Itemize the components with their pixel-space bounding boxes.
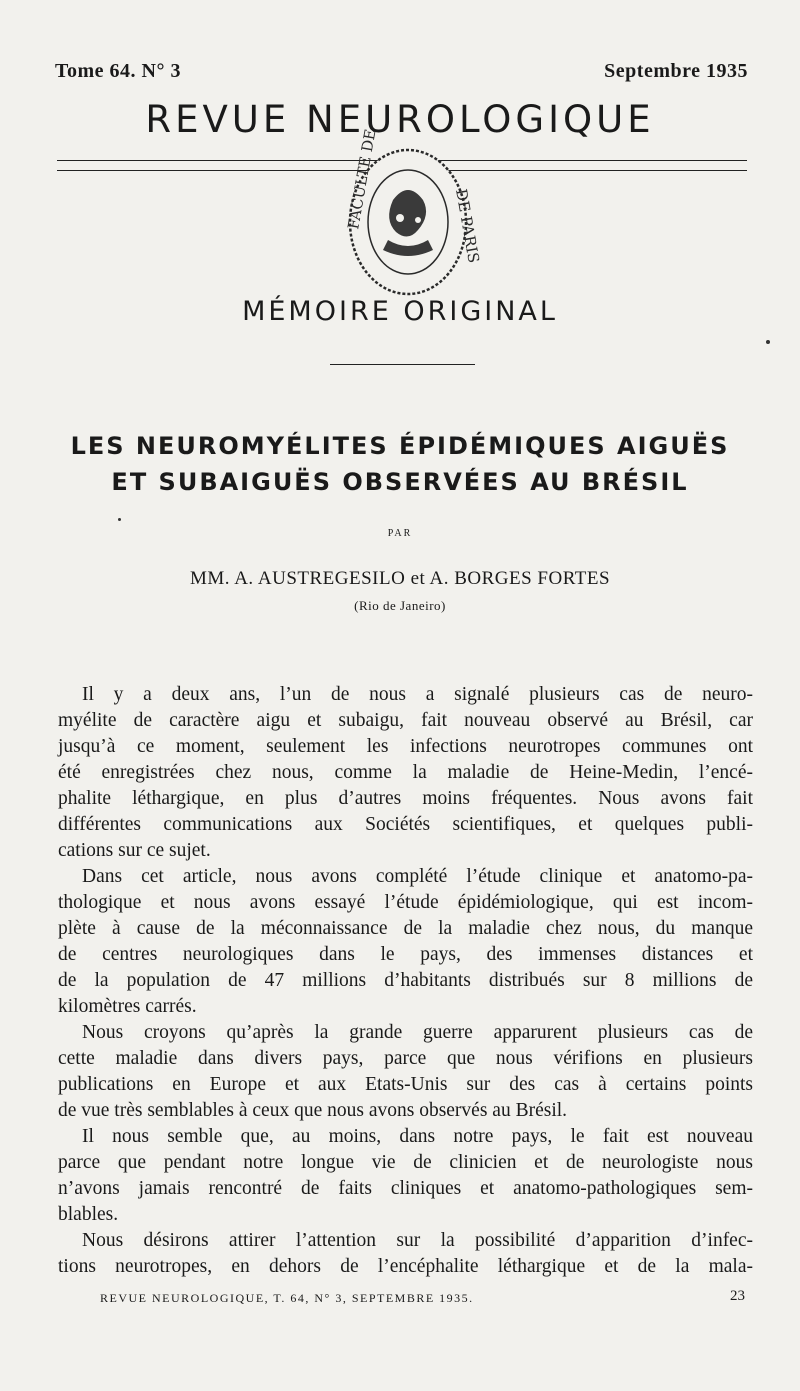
page-number: 23 xyxy=(730,1288,745,1304)
svg-text:FACULTE DE: FACULTE DE xyxy=(344,127,380,231)
section-rule xyxy=(330,364,475,365)
library-stamp-icon xyxy=(338,127,483,305)
body-line: de vue très semblables à ceux que nous avons observés au Brésil. xyxy=(58,1100,568,1121)
body-line: Nous désirons attirer l’attention sur la possibilité d’apparition d’infec- xyxy=(82,1230,753,1251)
running-footer: REVUE NEUROLOGIQUE, T. 64, N° 3, SEPTEMBRE 1935. xyxy=(100,1291,474,1305)
affiliation: (Rio de Janeiro) xyxy=(354,598,446,613)
body-line: Il nous semble que, au moins, dans notre pays, le fait est nouveau xyxy=(82,1126,753,1147)
authors: MM. A. AUSTREGESILO et A. BORGES FORTES xyxy=(189,568,611,589)
volume-number: Tome 64. N° 3 xyxy=(55,60,181,82)
journal-title: REVUE NEUROLOGIQUE xyxy=(145,98,655,141)
body-line: cations sur ce sujet. xyxy=(58,840,211,861)
body-line: plète à cause de la méconnaissance de la maladie chez nous, du manque xyxy=(58,918,753,939)
issue-date: Septembre 1935 xyxy=(604,60,748,82)
svg-text:DE PARIS: DE PARIS xyxy=(452,187,483,265)
body-line: kilomètres carrés. xyxy=(58,996,197,1017)
body-line: Dans cet article, nous avons complété l’étude clinique et anatomo-pa- xyxy=(82,866,753,887)
body-line: de la population de 47 millions d’habitants distribués sur 8 millions de xyxy=(58,970,753,991)
body-line: myélite de caractère aigu et subaigu, fait nouveau observé au Brésil, car xyxy=(58,710,753,731)
article-title-line-1: LES NEUROMYÉLITES ÉPIDÉMIQUES AIGUËS xyxy=(70,432,730,460)
body-line: parce que pendant notre longue vie de clinicien et de neurologiste nous xyxy=(58,1152,753,1173)
body-line: été enregistrées chez nous, comme la maladie de Heine-Medin, l’encé- xyxy=(58,762,753,783)
byline-par: PAR xyxy=(387,528,413,539)
body-line: Il y a deux ans, l’un de nous a signalé plusieurs cas de neuro- xyxy=(82,684,753,705)
margin-speck xyxy=(766,340,770,344)
margin-speck xyxy=(118,518,121,521)
body-line: jusqu’à ce moment, seulement les infections neurotropes communes ont xyxy=(58,736,753,757)
body-line: thologique et nous avons essayé l’étude épidémiologique, qui est incom- xyxy=(58,892,753,913)
body-line: de centres neurologiques dans le pays, des immenses distances et xyxy=(58,944,753,965)
body-line: différentes communications aux Sociétés scientifiques, et quelques publi- xyxy=(58,814,753,835)
section-title: MÉMOIRE ORIGINAL xyxy=(242,296,558,327)
body-line: cette maladie dans divers pays, parce que nous vérifions en plusieurs xyxy=(58,1048,753,1069)
article-body xyxy=(58,682,753,1280)
body-line: tions neurotropes, en dehors de l’encéphalite léthargique et de la mala- xyxy=(58,1256,753,1277)
body-line: blables. xyxy=(58,1204,119,1225)
body-line: n’avons jamais rencontré de faits cliniques et anatomo-pathologiques sem- xyxy=(58,1178,753,1199)
article-title-line-2: ET SUBAIGUËS OBSERVÉES AU BRÉSIL xyxy=(111,468,689,496)
body-line: publications en Europe et aux Etats-Unis sur des cas à certains points xyxy=(58,1074,753,1095)
body-line: Nous croyons qu’après la grande guerre apparurent plusieurs cas de xyxy=(82,1022,753,1043)
body-line: phalite léthargique, en plus d’autres moins fréquentes. Nous avons fait xyxy=(58,788,753,809)
